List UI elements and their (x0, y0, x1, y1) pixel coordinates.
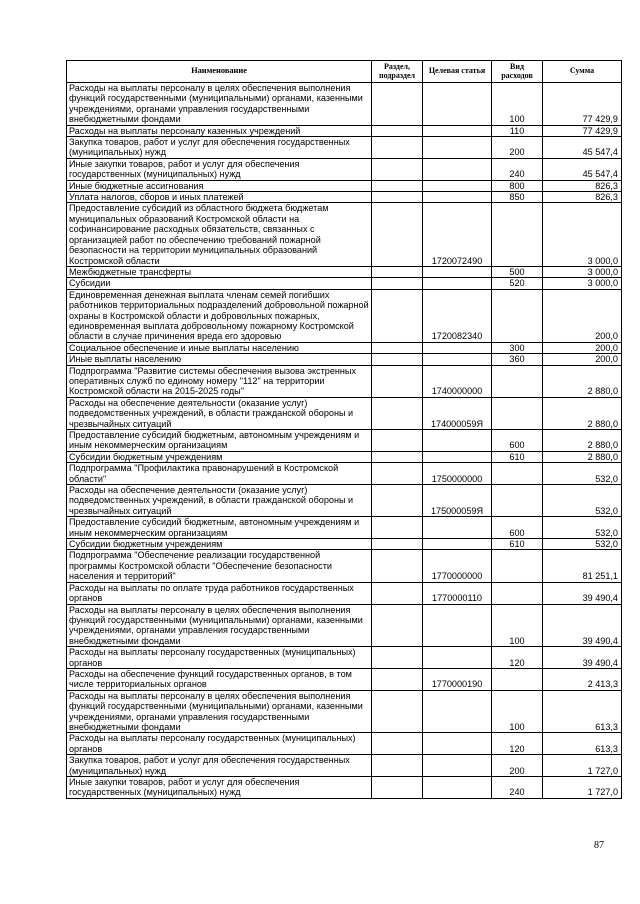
cell-target (423, 266, 492, 277)
cell-target (423, 647, 492, 669)
cell-type: 500 (492, 266, 543, 277)
table-row (67, 125, 622, 136)
cell-type: 300 (492, 342, 543, 353)
table-row (67, 463, 622, 485)
cell-target (423, 83, 492, 126)
cell-name: Предоставление субсидий бюджетным, автономным учреждениям и иным некоммерческим организациям (67, 517, 372, 539)
cell-target (423, 342, 492, 353)
table-row (67, 397, 622, 429)
cell-section (372, 485, 423, 517)
table-row (67, 430, 622, 452)
header-target: Целевая статья (423, 61, 492, 83)
cell-section (372, 517, 423, 539)
cell-target: 175000059Я (423, 485, 492, 517)
cell-target (423, 604, 492, 647)
cell-name: Подпрограмма "Развитие системы обеспечения вызова экстренных оперативных служб по единому номеру "112" на территории Костромской области на 2015-2025 годы" (67, 365, 372, 397)
cell-type: 110 (492, 125, 543, 136)
table-row (67, 158, 622, 180)
page-number: 87 (594, 840, 604, 851)
table-row (67, 550, 622, 582)
cell-name: Субсидии бюджетным учреждениям (67, 451, 372, 462)
cell-type: 120 (492, 647, 543, 669)
cell-sum: 200,0 (543, 342, 622, 353)
cell-section (372, 278, 423, 289)
cell-name: Социальное обеспечение и иные выплаты населению (67, 342, 372, 353)
cell-type (492, 397, 543, 429)
table-row (67, 668, 622, 690)
cell-name: Расходы на выплаты персоналу в целях обеспечения выполнения функций государственными (муниципальными) органами, казенными учреждениями, органами управления государственными внебюджетными фондами (67, 690, 372, 733)
cell-type: 520 (492, 278, 543, 289)
cell-sum: 3 000,0 (543, 203, 622, 266)
cell-section (372, 550, 423, 582)
table-header-row (67, 61, 622, 83)
cell-target (423, 192, 492, 203)
table-row (67, 539, 622, 550)
cell-name: Расходы на выплаты персоналу государственных (муниципальных) органов (67, 647, 372, 669)
cell-section (372, 668, 423, 690)
table-row (67, 192, 622, 203)
cell-sum: 1 727,0 (543, 777, 622, 799)
table-row (67, 647, 622, 669)
cell-target (423, 278, 492, 289)
cell-sum: 532,0 (543, 539, 622, 550)
cell-section (372, 158, 423, 180)
table-row (67, 289, 622, 342)
cell-type (492, 485, 543, 517)
table-row (67, 485, 622, 517)
cell-section (372, 755, 423, 777)
cell-name: Расходы на выплаты персоналу государственных (муниципальных) органов (67, 733, 372, 755)
cell-target (423, 777, 492, 799)
table-row (67, 137, 622, 159)
cell-type: 200 (492, 137, 543, 159)
cell-type: 100 (492, 83, 543, 126)
cell-section (372, 266, 423, 277)
cell-target (423, 180, 492, 191)
cell-section (372, 430, 423, 452)
cell-target: 1770000000 (423, 550, 492, 582)
cell-section (372, 777, 423, 799)
cell-section (372, 354, 423, 365)
cell-type: 610 (492, 539, 543, 550)
cell-target (423, 451, 492, 462)
cell-target (423, 430, 492, 452)
cell-type: 240 (492, 158, 543, 180)
cell-target (423, 733, 492, 755)
cell-section (372, 690, 423, 733)
cell-target: 1770000110 (423, 582, 492, 604)
cell-sum: 826,3 (543, 192, 622, 203)
cell-type: 100 (492, 690, 543, 733)
cell-sum: 532,0 (543, 463, 622, 485)
cell-sum: 77 429,9 (543, 83, 622, 126)
cell-sum: 200,0 (543, 289, 622, 342)
budget-table (66, 60, 622, 799)
cell-name: Иные выплаты населению (67, 354, 372, 365)
cell-section (372, 451, 423, 462)
cell-target (423, 137, 492, 159)
cell-sum: 613,3 (543, 733, 622, 755)
cell-name: Межбюджетные трансферты (67, 266, 372, 277)
cell-sum: 826,3 (543, 180, 622, 191)
cell-type: 800 (492, 180, 543, 191)
cell-type: 120 (492, 733, 543, 755)
cell-type: 360 (492, 354, 543, 365)
cell-sum: 3 000,0 (543, 278, 622, 289)
cell-target (423, 125, 492, 136)
cell-type: 600 (492, 430, 543, 452)
cell-sum: 200,0 (543, 354, 622, 365)
table-row (67, 365, 622, 397)
cell-name: Единовременная денежная выплата членам семей погибших работников территориальных подразделений добровольной пожарной охраны в Костромской области и добровольных пожарных, единовременная выплата добровольному пожарному Костромской области в случае причинения вреда его здоровью (67, 289, 372, 342)
cell-section (372, 137, 423, 159)
cell-type (492, 550, 543, 582)
cell-target (423, 517, 492, 539)
cell-sum: 532,0 (543, 517, 622, 539)
cell-section (372, 397, 423, 429)
cell-type: 200 (492, 755, 543, 777)
cell-section (372, 203, 423, 266)
cell-sum: 2 413,3 (543, 668, 622, 690)
cell-type: 240 (492, 777, 543, 799)
cell-section (372, 342, 423, 353)
cell-target (423, 539, 492, 550)
cell-sum: 2 880,0 (543, 365, 622, 397)
table-row (67, 755, 622, 777)
cell-section (372, 125, 423, 136)
table-row (67, 517, 622, 539)
cell-sum: 39 490,4 (543, 582, 622, 604)
cell-target (423, 158, 492, 180)
cell-sum: 613,3 (543, 690, 622, 733)
cell-sum: 532,0 (543, 485, 622, 517)
cell-target (423, 354, 492, 365)
header-type: Вид расходов (492, 61, 543, 83)
table-row (67, 604, 622, 647)
cell-name: Расходы на обеспечение деятельности (оказание услуг) подведомственных учреждений, в области гражданской обороны и чрезвычайных ситуаций (67, 397, 372, 429)
cell-target: 1770000190 (423, 668, 492, 690)
table-row (67, 354, 622, 365)
cell-type (492, 289, 543, 342)
cell-sum: 2 880,0 (543, 451, 622, 462)
cell-name: Закупка товаров, работ и услуг для обеспечения государственных (муниципальных) нужд (67, 755, 372, 777)
cell-target: 1720082340 (423, 289, 492, 342)
table-row (67, 266, 622, 277)
cell-type (492, 463, 543, 485)
cell-name: Субсидии бюджетным учреждениям (67, 539, 372, 550)
cell-target (423, 690, 492, 733)
cell-sum: 45 547,4 (543, 158, 622, 180)
cell-name: Подпрограмма "Обеспечение реализации государственной программы Костромской области "Обеспечение безопасности населения и территорий" (67, 550, 372, 582)
cell-type (492, 582, 543, 604)
cell-sum: 81 251,1 (543, 550, 622, 582)
cell-name: Предоставление субсидий из областного бюджета бюджетам муниципальных образований Костромской области на софинансирование расходных обязательств, связанных с организацией работ по обеспечению требований пожарной безопасности на территории муниципальных образований Костромской области (67, 203, 372, 266)
table-body (67, 83, 622, 799)
cell-name: Расходы на выплаты по оплате труда работников государственных органов (67, 582, 372, 604)
cell-section (372, 647, 423, 669)
table-row (67, 582, 622, 604)
table-row (67, 777, 622, 799)
header-name: Наименование (67, 61, 372, 83)
table-row (67, 733, 622, 755)
cell-section (372, 582, 423, 604)
cell-name: Иные закупки товаров, работ и услуг для обеспечения государственных (муниципальных) нужд (67, 158, 372, 180)
cell-name: Расходы на выплаты персоналу казенных учреждений (67, 125, 372, 136)
cell-name: Субсидии (67, 278, 372, 289)
cell-type (492, 668, 543, 690)
cell-name: Расходы на обеспечение функций государственных органов, в том числе территориальных органов (67, 668, 372, 690)
cell-name: Уплата налогов, сборов и иных платежей (67, 192, 372, 203)
cell-sum: 1 727,0 (543, 755, 622, 777)
cell-sum: 2 880,0 (543, 397, 622, 429)
cell-sum: 39 490,4 (543, 647, 622, 669)
table-row (67, 342, 622, 353)
table-row (67, 180, 622, 191)
cell-target: 174000059Я (423, 397, 492, 429)
cell-type: 600 (492, 517, 543, 539)
table-row (67, 690, 622, 733)
header-sum: Сумма (543, 61, 622, 83)
table-row (67, 203, 622, 266)
cell-sum: 45 547,4 (543, 137, 622, 159)
cell-sum: 2 880,0 (543, 430, 622, 452)
cell-name: Расходы на обеспечение деятельности (оказание услуг) подведомственных учреждений, в области гражданской обороны и чрезвычайных ситуаций (67, 485, 372, 517)
cell-name: Подпрограмма "Профилактика правонарушений в Костромской области" (67, 463, 372, 485)
cell-section (372, 604, 423, 647)
cell-section (372, 289, 423, 342)
cell-target: 1720072490 (423, 203, 492, 266)
cell-section (372, 83, 423, 126)
cell-type (492, 365, 543, 397)
cell-name: Расходы на выплаты персоналу в целях обеспечения выполнения функций государственными (муниципальными) органами, казенными учреждениями, органами управления государственными внебюджетными фондами (67, 604, 372, 647)
header-section: Раздел, подраздел (372, 61, 423, 83)
cell-name: Иные бюджетные ассигнования (67, 180, 372, 191)
cell-type (492, 203, 543, 266)
cell-section (372, 539, 423, 550)
cell-sum: 3 000,0 (543, 266, 622, 277)
table-row (67, 451, 622, 462)
cell-name: Предоставление субсидий бюджетным, автономным учреждениям и иным некоммерческим организациям (67, 430, 372, 452)
cell-type: 100 (492, 604, 543, 647)
cell-section (372, 463, 423, 485)
cell-section (372, 733, 423, 755)
cell-name: Расходы на выплаты персоналу в целях обеспечения выполнения функций государственными (муниципальными) органами, казенными учреждениями, органами управления государственными внебюджетными фондами (67, 83, 372, 126)
cell-target: 1750000000 (423, 463, 492, 485)
cell-name: Закупка товаров, работ и услуг для обеспечения государственных (муниципальных) нужд (67, 137, 372, 159)
cell-target (423, 755, 492, 777)
table-row (67, 278, 622, 289)
cell-type: 850 (492, 192, 543, 203)
budget-table-sheet (66, 60, 621, 799)
cell-name: Иные закупки товаров, работ и услуг для обеспечения государственных (муниципальных) нужд (67, 777, 372, 799)
cell-sum: 39 490,4 (543, 604, 622, 647)
cell-sum: 77 429,9 (543, 125, 622, 136)
table-row (67, 83, 622, 126)
cell-section (372, 365, 423, 397)
cell-target: 1740000000 (423, 365, 492, 397)
cell-section (372, 192, 423, 203)
cell-type: 610 (492, 451, 543, 462)
cell-section (372, 180, 423, 191)
